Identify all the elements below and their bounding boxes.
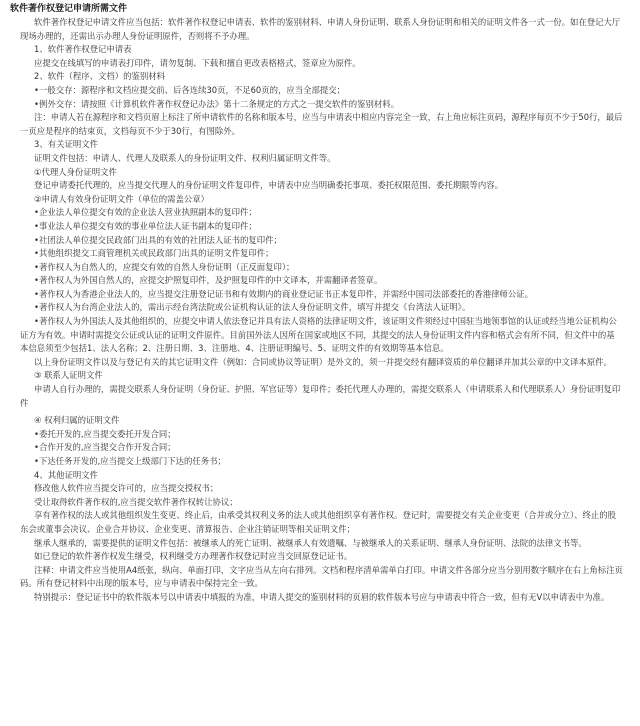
list-item: •著作权人为香港企业法人的，应当提交注册登记证书和有效期内的商业登记证书正本复印件，并需经中国司法部委托的香港律师公证。 (34, 288, 534, 299)
section-heading: 3、有关证明文件 (34, 139, 98, 150)
intro-paragraph-line: 现场办理的，还需出示办理人身份证明原件，否则将不予办理。 (20, 30, 255, 41)
paragraph-line: 修改他人软件应当提交许可的，应当提交授权书； (34, 483, 219, 494)
list-item: •社团法人单位提交民政部门出具的有效的社团法人证书的复印件； (34, 234, 282, 245)
subsection-heading: ④ 权利归属的证明文件 (34, 415, 120, 426)
list-item: •下达任务开发的,应当提交上级部门下达的任务书； (34, 456, 226, 466)
note-line: 码。所有登记材料中出现的版本号，应与申请表中保持完全一致。 (20, 578, 263, 589)
paragraph-line: 享有著作权的法人或其他组织发生变更、终止后，由承受其权利义务的法人或其他组织享有著作权。登记时，需要提交有关企业变更（合并或分立）、终止的股 (34, 510, 617, 521)
note-line: 注：申请人若在源程序和文档页眉上标注了所申请软件的名称和版本号，应当与申请表中相应内容完全一致，右上角应标注页码，源程序每页不少于50行，最后 (34, 112, 623, 123)
paragraph-line: 如已登记的软件著作权发生继受，权利继受方办理著作权登记时应当交回原登记证书。 (34, 551, 353, 562)
paragraph-line: 受让取得软件著作权的,应当提交软件著作权转让协议； (34, 496, 238, 507)
section-heading: 1、软件著作权登记申请表 (34, 44, 132, 55)
subsection-heading: ③ 联系人证明文件 (34, 370, 103, 381)
paragraph-line: 申请人自行办理的，需提交联系人身份证明（身份证、护照、军官证等）复印件；委托代理人办理的，需提交联系人（申请联系人和代理联系人）身份证明复印 (34, 384, 621, 395)
paragraph-line: 证明文件包括：申请人、代理人及联系人的身份证明文件、权利归属证明文件等。 (34, 152, 336, 163)
paragraph-line: 以上身份证明文件以及与登记有关的其它证明文件（例如：合同或协议等证明）是外文的，须一并提交经有翻译资质的单位翻译并加其公章的中文译本原件。 (34, 356, 612, 367)
list-item: •其他组织提交工商管理机关或民政部门出具的证明文件复印件； (34, 248, 274, 259)
list-item: •例外交存：请按照《计算机软件著作权登记办法》第十二条规定的方式之一提交软件的鉴别材料。 (34, 98, 400, 109)
special-notice: 特别提示：登记证书中的软件版本号以申请表中填报的为准，申请人提交的鉴别材料的页眉的软件版本号应与申请表中符合一致，但有无V以申请表中为准。 (34, 591, 610, 602)
paragraph-line: 继承人继承的，需要提供的证明文件包括：被继承人的死亡证明、被继承人有效遗嘱、与被继承人的关系证明、继承人身份证明、法院的法律文书等。 (34, 537, 587, 548)
list-item: •著作权人为外国自然人的，应提交护照复印件，及护照复印件的中文译本，并需翻译者签章。 (34, 275, 383, 286)
list-item: •委托开发的,应当提交委托开发合同； (34, 428, 176, 439)
paragraph-line: 应提交在线填写的申请表打印件，请勿复制、下载和擅自更改表格格式，签章应为原件。 (34, 57, 361, 68)
list-item: •著作权人为外国法人及其他组织的，应提交申请人依法登记并具有法人资格的法律证明文件，该证明文件须经过中国驻当地领事馆的认证或经当地公证机构公 (34, 316, 617, 327)
note-line: 一页应是程序的结束页，文档每页不少于30行，有图除外。 (20, 125, 241, 136)
subsection-heading: ①代理人身份证明文件 (34, 166, 117, 177)
document-title: 软件著作权登记申请所需文件 (10, 4, 128, 14)
list-item: •著作权人为台湾企业法人的，需出示经台湾法院或公证机构认证的法人身份证明文件，填写并提交《台湾法人证明》。 (34, 302, 471, 313)
paragraph-line: 件 (20, 397, 29, 408)
list-item: •一般交存：源程序和文档应提交前、后各连续30页，不足60页的，应当全部提交； (34, 84, 346, 95)
list-item: •事业法人单位提交有效的事业单位法人证书副本的复印件； (34, 220, 257, 231)
list-item: •著作权人为自然人的，应提交有效的自然人身份证明（正反面复印）； (34, 261, 295, 272)
subsection-heading: ②申请人有效身份证明文件（单位的需盖公章） (34, 193, 210, 204)
list-item-continued: 证方为有效。申请时需提交公证或认证的证明文件原件。目前国外法人因所在国家或地区不同，其提交的法人身份证明文件内容和格式会有所不同，但文件中的基 (20, 329, 615, 340)
list-item: •合作开发的,应当提交合作开发合同； (34, 442, 176, 453)
paragraph-line: 东会或董事会决议、企业合并协议、企业变更、清算报告、企业注销证明等相关证明文件； (20, 523, 355, 534)
intro-paragraph-line: 软件著作权登记申请文件应当包括：软件著作权登记申请表、软件的鉴别材料、申请人身份证明、联系人身份证明和相关的证明文件各一式一份。如在登记大厅 (34, 17, 621, 27)
section-heading: 2、软件（程序、文档）的鉴别材料 (34, 71, 165, 82)
section-heading: 4、其他证明文件 (34, 469, 98, 480)
list-item: •企业法人单位提交有效的企业法人营业执照副本的复印件； (34, 207, 257, 218)
paragraph-line: 登记申请委托代理的，应当提交代理人的身份证明文件复印件，申请表中应当明确委托事项、委托权限范围、委托期限等内容。 (34, 180, 503, 191)
note-line: 注释：申请文件应当使用A4纸张，纵向、单面打印，文字应当从左向右排列。文档和程序清单需单白打印。申请文件各部分应当分别用数字顺序在右上角标注页 (34, 564, 623, 575)
list-item-continued: 本信息须至少包括1、法人名称；2、注册日期、3、注册地、4、注册证明编号、5、证明文件的有效期等基本信息。 (20, 343, 449, 354)
